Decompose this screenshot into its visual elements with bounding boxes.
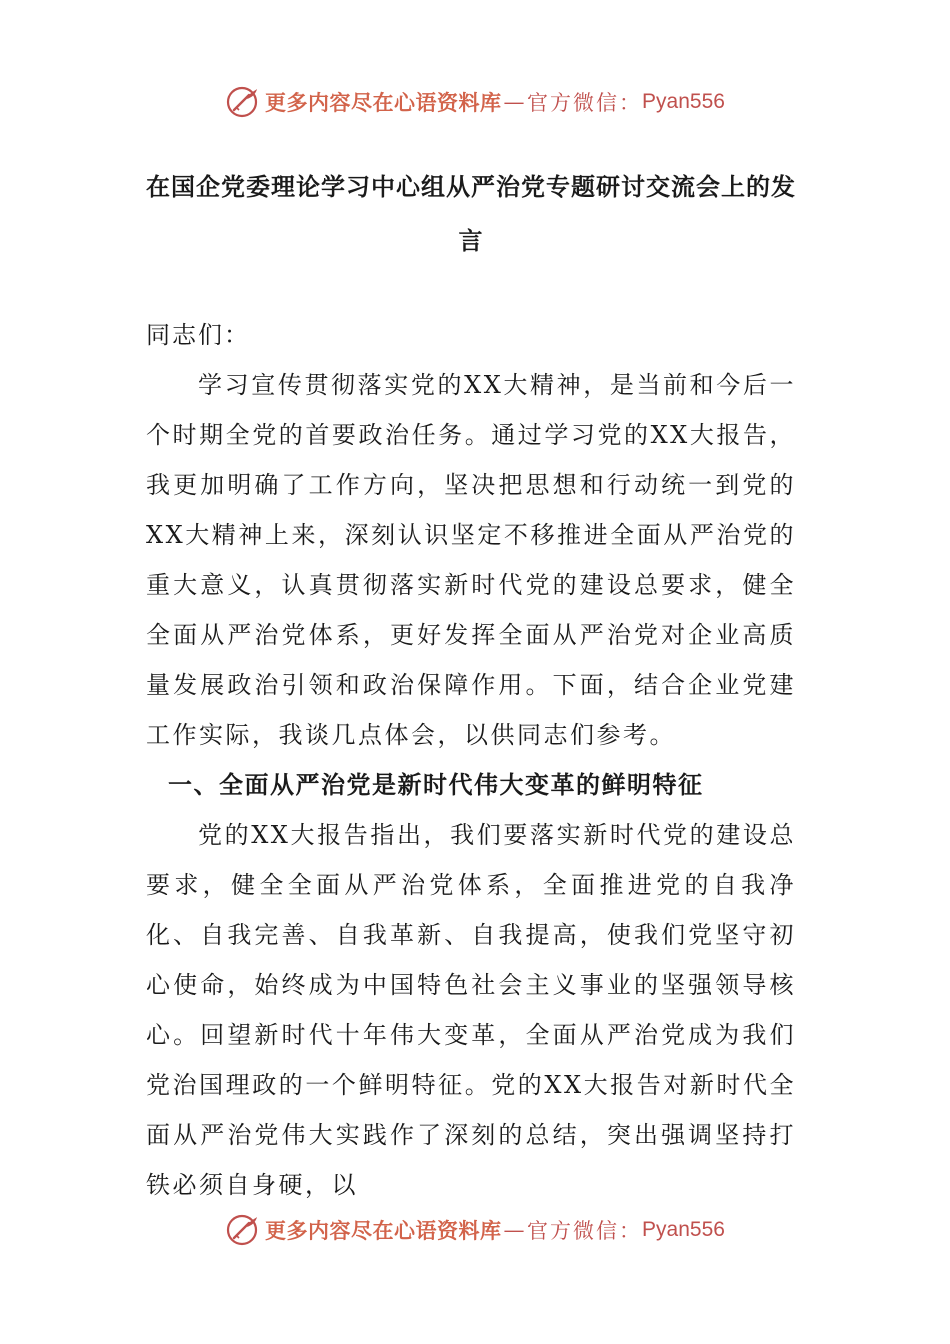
watermark-banner-bottom: [0, 1208, 950, 1252]
section-heading: 一、全面从严治党是新时代伟大变革的鲜明特征: [168, 770, 704, 799]
intro-paragraph: 学习宣传贯彻落实党的XX大精神，是当前和今后一个时期全党的首要政治任务。通过学习党的XX大报告，我更加明确了工作方向，坚决把思想和行动统一到党的XX大精神上来，深刻认识坚定不移推进全面从严治党的重大意义，认真贯彻落实新时代党的建设总要求，健全全面从严治党体系，更好发挥全面从严治党对企业高质量发展政治引领和政治保障作用。下面，结合企业党建工作实际，我谈几点体会，以供同志们参考。: [146, 371, 796, 749]
watermark-brand-text: 更多内容尽在心语资料库: [265, 90, 502, 115]
watermark-dash: —: [503, 90, 526, 114]
watermark-brand-text: 更多内容尽在心语资料库: [265, 1218, 502, 1243]
salutation: 同志们：: [146, 321, 250, 349]
watermark-wechat-id: Pyan556: [642, 1218, 725, 1241]
section-paragraph: 党的XX大报告指出，我们要落实新时代党的建设总要求，健全全面从严治党体系，全面推进党的自我净化、自我完善、自我革新、自我提高，使我们党坚守初心使命，始终成为中国特色社会主义事业的坚强领导核心。回望新时代十年伟大变革，全面从严治党成为我们党治国理政的一个鲜明特征。党的XX大报告对新时代全面从严治党伟大实践作了深刻的总结，突出强调坚持打铁必须自身硬，以: [146, 821, 796, 1199]
watermark-dash: —: [503, 1218, 526, 1242]
watermark-wechat-label: 官方微信：: [527, 1219, 643, 1243]
quill-circle-icon: [225, 85, 259, 119]
watermark-banner-top: [0, 80, 950, 124]
watermark-wechat-label: 官方微信：: [527, 91, 643, 115]
document-body: [146, 160, 796, 1210]
quill-circle-icon: [225, 1213, 259, 1247]
watermark-wechat-id: Pyan556: [642, 90, 725, 113]
document-title: 在国企党委理论学习中心组从严治党专题研讨交流会上的发言: [146, 172, 796, 255]
